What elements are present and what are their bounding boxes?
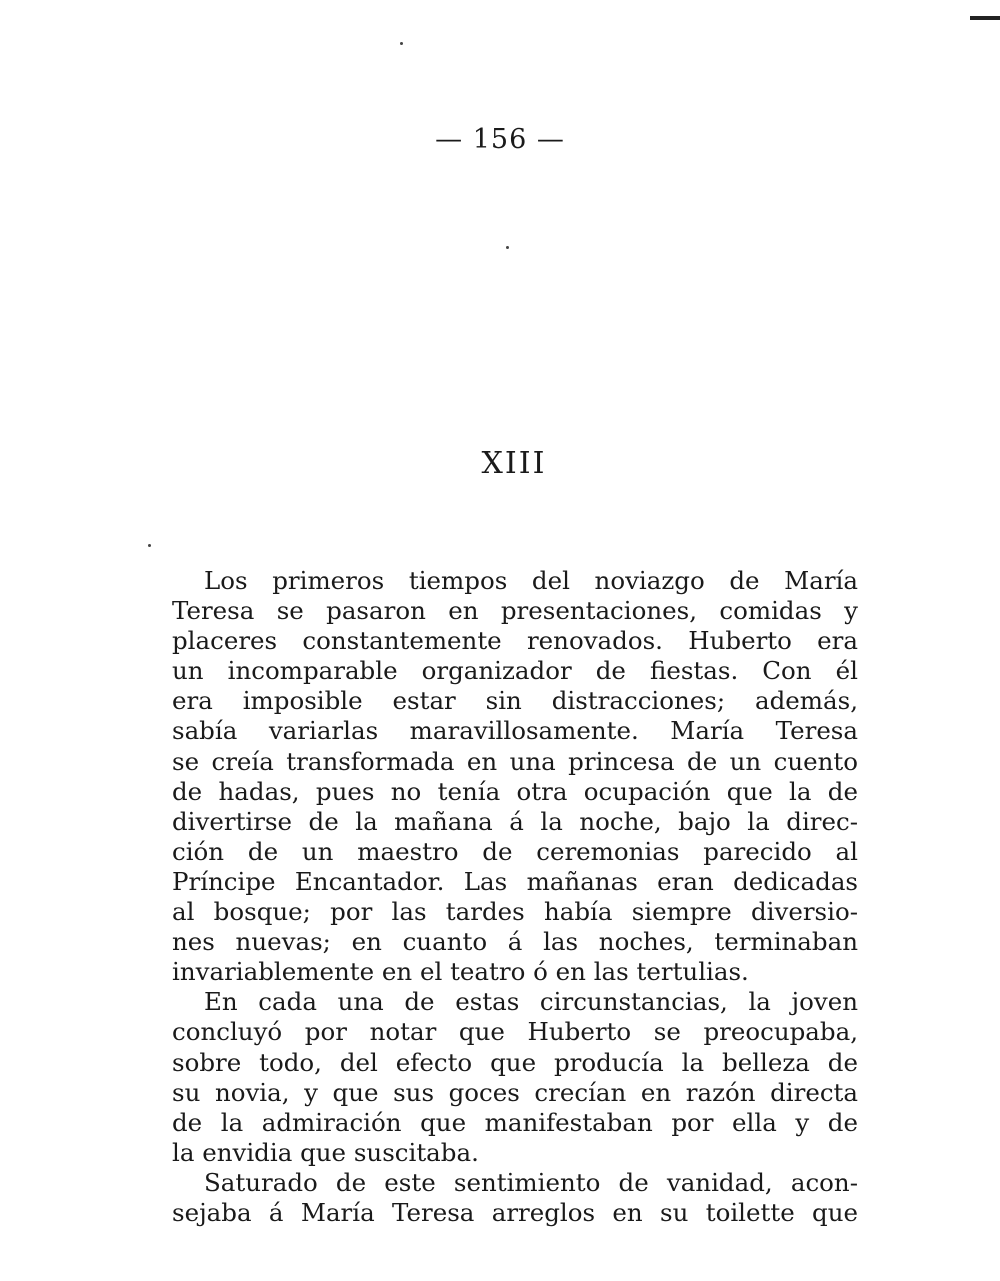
text-line: al bosque; por las tardes había siempre diversio-: [172, 897, 858, 927]
text-line: invariablemente en el teatro ó en las tertulias.: [172, 957, 749, 987]
text-line: un incomparable organizador de fiestas. Con él: [172, 656, 858, 686]
scan-edge-mark: [970, 16, 1000, 20]
text-line: Teresa se pasaron en presentaciones, comidas y: [172, 596, 858, 626]
chapter-heading: XIII: [481, 446, 547, 481]
text-line: sobre todo, del efecto que producía la belleza de: [172, 1047, 858, 1077]
text-line: la envidia que suscitaba.: [172, 1137, 479, 1167]
scan-speck: [148, 544, 151, 547]
text-line: de la admiración que manifestaban por ella y de: [172, 1107, 858, 1137]
text-line: Príncipe Encantador. Las mañanas eran dedicadas: [172, 866, 858, 896]
scan-speck: [506, 246, 509, 249]
text-line: sabía variarlas maravillosamente. María Teresa: [172, 716, 858, 746]
text-line: concluyó por notar que Huberto se preocupaba,: [172, 1017, 858, 1047]
text-line: se creía transformada en una princesa de un cuento: [172, 746, 858, 776]
text-line: nes nuevas; en cuanto á las noches, terminaban: [172, 927, 858, 957]
text-line: de hadas, pues no tenía otra ocupación que la de: [172, 776, 858, 806]
text-line: sejaba á María Teresa arreglos en su toilette que: [172, 1197, 858, 1227]
page-number: — 156 —: [435, 124, 565, 155]
text-line: placeres constantemente renovados. Huberto era: [172, 626, 858, 656]
text-line: Los primeros tiempos del noviazgo de María: [204, 566, 858, 595]
scan-speck: [400, 42, 403, 45]
text-line: ción de un maestro de ceremonias parecido al: [172, 836, 858, 866]
text-line: era imposible estar sin distracciones; además,: [172, 686, 858, 716]
text-line: Saturado de este sentimiento de vanidad, acon-: [204, 1167, 858, 1197]
body-text: [172, 566, 858, 1228]
text-line: divertirse de la mañana á la noche, bajo la direc-: [172, 806, 858, 836]
text-line: En cada una de estas circunstancias, la joven: [204, 987, 858, 1017]
text-line: su novia, y que sus goces crecían en razón directa: [172, 1077, 858, 1107]
